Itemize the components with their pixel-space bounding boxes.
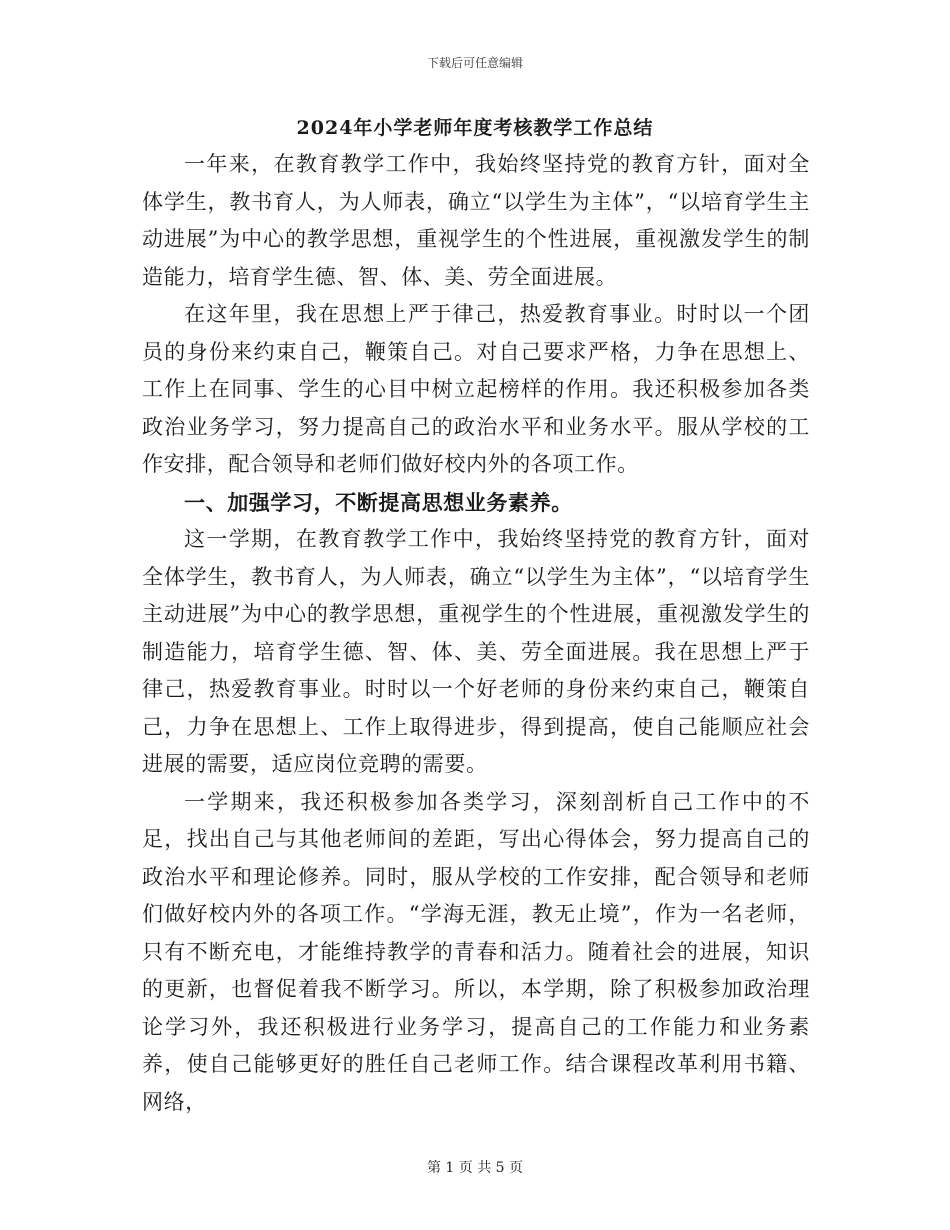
paragraph-year-review: 在这年里，我在思想上严于律己，热爱教育事业。时时以一个团员的身份来约束自己，鞭策自己。对自己要求严格，力争在思想上、工作上在同事、学生的心目中树立起榜样的作用。我还积极参加各类政治业务学习，努力提高自己的政治水平和业务水平。服从学校的工作安排，配合领导和老师们做好校内外的各项工作。 (142, 302, 810, 476)
document-body (142, 146, 810, 1121)
paragraph-semester: 这一学期，在教育教学工作中，我始终坚持党的教育方针，面对全体学生，教书育人，为人师表，确立“以学生为主体”，“以培育学生主动进展”为中心的教学思想，重视学生的个性进展，重视激发学生的制造能力，培育学生德、智、体、美、劳全面进展。我在思想上严于律己，热爱教育事业。时时以一个好老师的身份来约束自己，鞭策自己，力争在思想上、工作上取得进步，得到提高，使自己能顺应社会进展的需要，适应岗位竞聘的需要。 (142, 527, 810, 776)
document-title: 2024年小学老师年度考核教学工作总结 (296, 117, 654, 139)
page-footer: 第 1 页 共 5 页 (426, 1160, 524, 1176)
header-note: 下载后可任意编辑 (426, 56, 523, 70)
section-heading: 一、加强学习，不断提高思想业务素养。 (184, 489, 573, 515)
paragraph-study: 一学期来，我还积极参加各类学习，深刻剖析自己工作中的不足，找出自己与其他老师间的差距，写出心得体会，努力提高自己的政治水平和理论修养。同时，服从学校的工作安排，配合领导和老师们做好校内外的各项工作。“学海无涯，教无止境”，作为一名老师，只有不断充电，才能维持教学的青春和活力。随着社会的进展，知识的更新，也督促着我不断学习。所以，本学期，除了积极参加政治理论学习外，我还积极进行业务学习，提高自己的工作能力和业务素养，使自己能够更好的胜任自己老师工作。结合课程改革利用书籍、网络， (142, 789, 810, 1114)
paragraph-intro: 一年来，在教育教学工作中，我始终坚持党的教育方针，面对全体学生，教书育人，为人师表，确立“以学生为主体”，“以培育学生主动进展”为中心的教学思想，重视学生的个性进展，重视激发学生的制造能力，培育学生德、智、体、美、劳全面进展。 (142, 152, 810, 289)
